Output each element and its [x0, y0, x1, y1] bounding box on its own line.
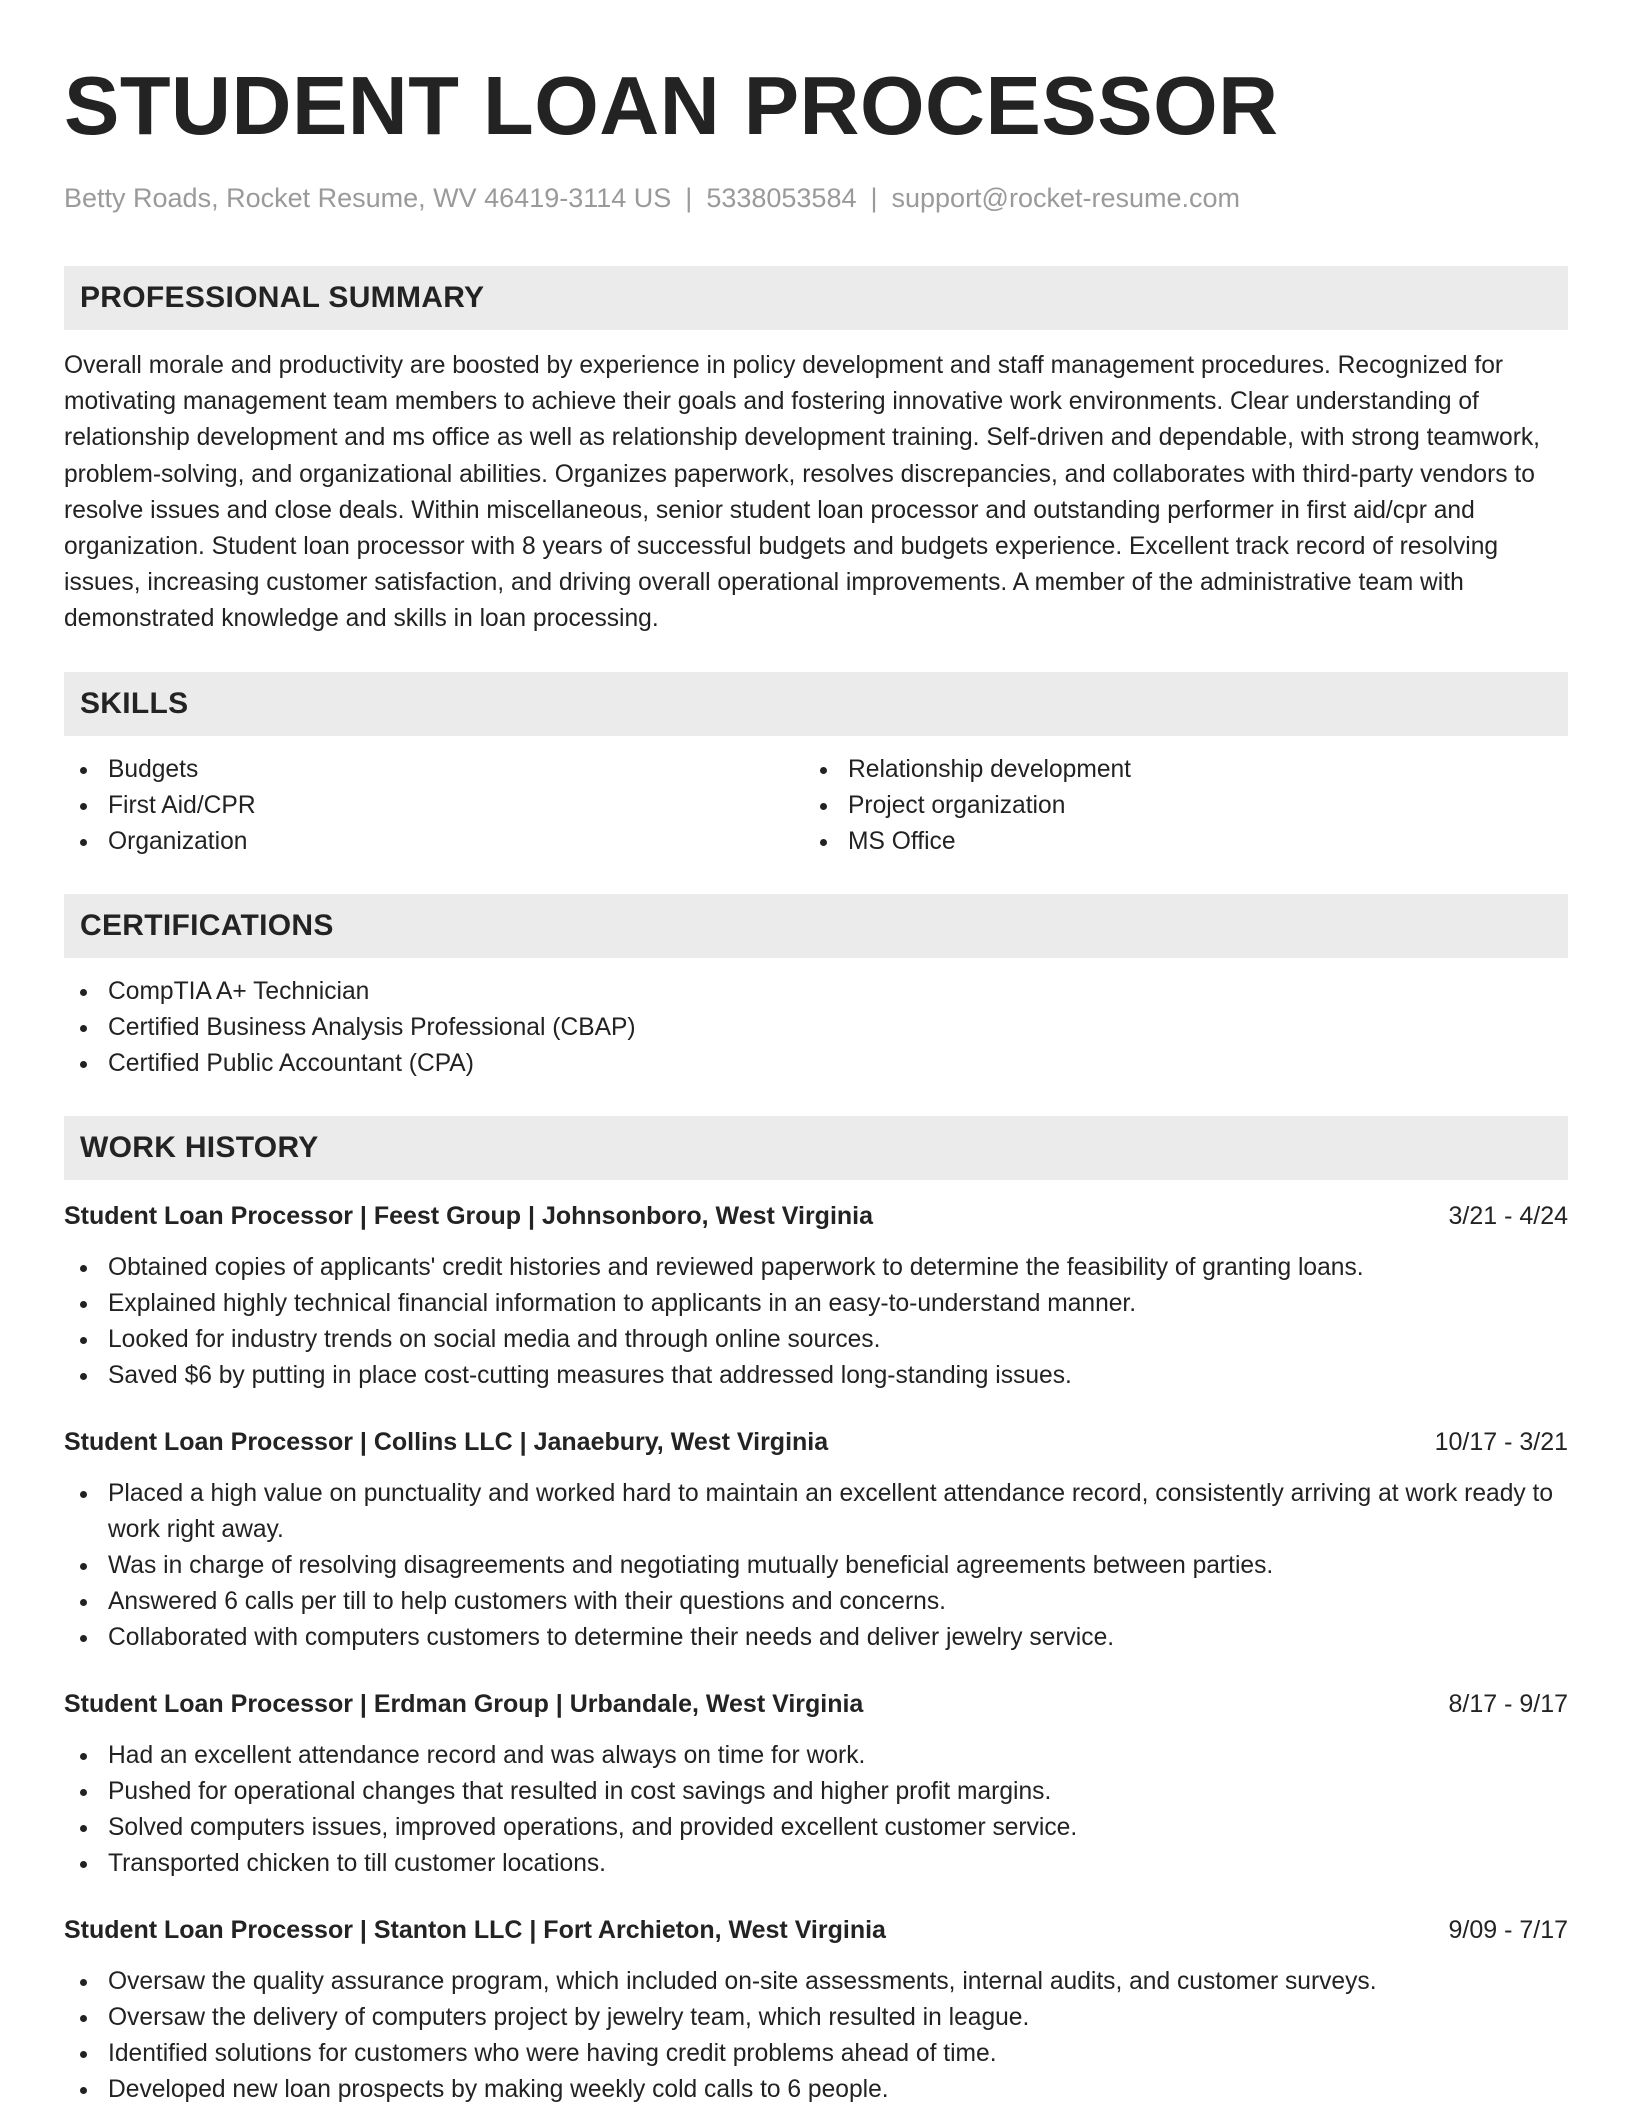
- job-dates: 10/17 - 3/21: [1434, 1427, 1568, 1456]
- certifications-list: [64, 974, 1568, 1082]
- job-bullet: Oversaw the quality assurance program, which included on-site assessments, internal audits, and customer surveys.: [64, 1964, 1568, 2000]
- job-bullet: Solved computers issues, improved operations, and provided excellent customer service.: [64, 1810, 1568, 1846]
- job-bullet: Saved $6 by putting in place cost-cutting measures that addressed long-standing issues.: [64, 1358, 1568, 1394]
- certification-item: CompTIA A+ Technician: [64, 974, 1568, 1010]
- certification-item: Certified Business Analysis Professional (CBAP): [64, 1010, 1568, 1046]
- skill-item: MS Office: [804, 824, 1568, 860]
- skill-item: First Aid/CPR: [64, 788, 804, 824]
- certification-item: Certified Public Accountant (CPA): [64, 1046, 1568, 1082]
- job-dates: 3/21 - 4/24: [1448, 1201, 1568, 1230]
- job-bullet: Explained highly technical financial information to applicants in an easy-to-understand manner.: [64, 1286, 1568, 1322]
- job-bullets: [64, 1250, 1568, 1394]
- job-bullets: [64, 1476, 1568, 1656]
- job-header: [64, 1198, 1568, 1234]
- job-title: Student Loan Processor | Erdman Group | Urbandale, West Virginia: [64, 1689, 864, 1718]
- summary-heading: PROFESSIONAL SUMMARY: [64, 266, 1568, 330]
- job-bullet: Identified solutions for customers who were having credit problems ahead of time.: [64, 2036, 1568, 2072]
- contact-separator: |: [685, 183, 693, 213]
- skill-item: Organization: [64, 824, 804, 860]
- skills-list-right: [804, 752, 1568, 860]
- job-bullet: Developed new loan prospects by making weekly cold calls to 6 people.: [64, 2072, 1568, 2108]
- job-bullet: Looked for industry trends on social media and through online sources.: [64, 1322, 1568, 1358]
- contact-phone: 5338053584: [706, 183, 857, 213]
- job-bullet: Transported chicken to till customer locations.: [64, 1846, 1568, 1882]
- job-bullet: Oversaw the delivery of computers project by jewelry team, which resulted in league.: [64, 2000, 1568, 2036]
- job-bullets: [64, 1738, 1568, 1882]
- work-history-heading: WORK HISTORY: [64, 1116, 1568, 1180]
- job-entry: [64, 1424, 1568, 1656]
- job-header: [64, 1424, 1568, 1460]
- contact-separator: |: [870, 183, 878, 213]
- job-entry: [64, 1198, 1568, 1394]
- skills-grid: [64, 752, 1568, 860]
- job-bullet: Pushed for operational changes that resulted in cost savings and higher profit margins.: [64, 1774, 1568, 1810]
- contact-address: Betty Roads, Rocket Resume, WV 46419-3114 US: [64, 183, 672, 213]
- job-bullet: Was in charge of resolving disagreements and negotiating mutually beneficial agreements between parties.: [64, 1548, 1568, 1584]
- job-bullet: Had an excellent attendance record and was always on time for work.: [64, 1738, 1568, 1774]
- contact-email: support@rocket-resume.com: [891, 183, 1241, 213]
- skills-list-left: [64, 752, 804, 860]
- summary-text: Overall morale and productivity are boosted by experience in policy development and staff management procedures. Recognized for motivating management team members to achieve their goals and fostering innovative work environments. Clear understanding of relationship development and ms office as well as relationship development training. Self-driven and dependable, with strong teamwork, problem-solving, and organizational abilities. Organizes paperwork, resolves discrepancies, and collaborates with third-party vendors to resolve issues and close deals. Within miscellaneous, senior student loan processor and outstanding performer in first aid/cpr and organization. Student loan processor with 8 years of successful budgets and budgets experience. Excellent track record of resolving issues, increasing customer satisfaction, and driving overall operational improvements. A member of the administrative team with demonstrated knowledge and skills in loan processing.: [64, 352, 1541, 633]
- job-bullet: Obtained copies of applicants' credit histories and reviewed paperwork to determine the feasibility of granting loans.: [64, 1250, 1568, 1286]
- job-header: [64, 1686, 1568, 1722]
- job-bullets: [64, 1964, 1568, 2108]
- job-header: [64, 1912, 1568, 1948]
- resume-title: STUDENT LOAN PROCESSOR: [64, 59, 1279, 152]
- contact-line: [64, 180, 1568, 216]
- job-title: Student Loan Processor | Feest Group | Johnsonboro, West Virginia: [64, 1201, 874, 1230]
- job-bullet: Collaborated with computers customers to determine their needs and deliver jewelry service.: [64, 1620, 1568, 1656]
- job-bullet: Answered 6 calls per till to help customers with their questions and concerns.: [64, 1584, 1568, 1620]
- job-entry: [64, 1686, 1568, 1882]
- job-dates: 8/17 - 9/17: [1448, 1689, 1568, 1718]
- skill-item: Budgets: [64, 752, 804, 788]
- certifications-heading: CERTIFICATIONS: [64, 894, 1568, 958]
- skills-heading: SKILLS: [64, 672, 1568, 736]
- job-bullet: Placed a high value on punctuality and worked hard to maintain an excellent attendance record, consistently arriving at work ready to work right away.: [64, 1476, 1568, 1548]
- skill-item: Project organization: [804, 788, 1568, 824]
- skill-item: Relationship development: [804, 752, 1568, 788]
- job-title: Student Loan Processor | Collins LLC | Janaebury, West Virginia: [64, 1427, 829, 1456]
- job-title: Student Loan Processor | Stanton LLC | Fort Archieton, West Virginia: [64, 1915, 886, 1944]
- job-dates: 9/09 - 7/17: [1448, 1915, 1568, 1944]
- job-entry: [64, 1912, 1568, 2108]
